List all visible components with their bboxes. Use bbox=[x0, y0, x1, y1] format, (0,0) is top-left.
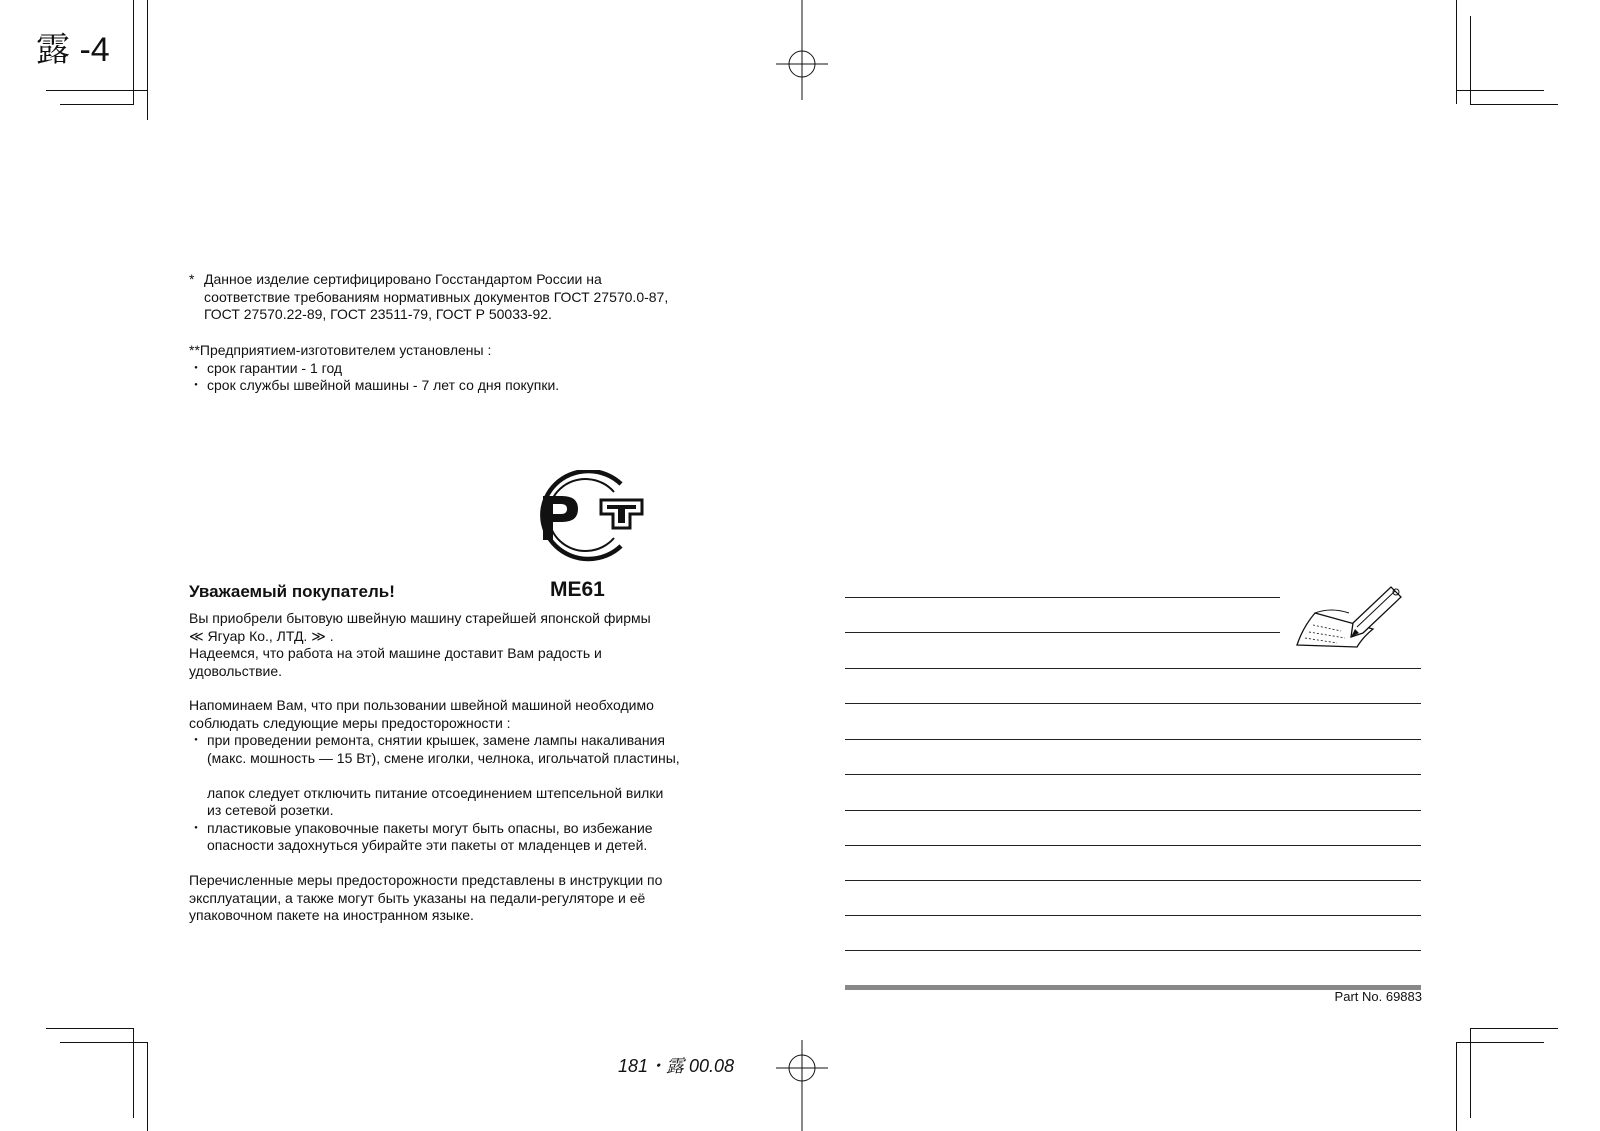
text-line: при проведении ремонта, снятии крышек, замене лампы накаливания bbox=[207, 732, 665, 748]
part-number: Part No. 69883 bbox=[1334, 989, 1422, 1004]
crop-mark bbox=[46, 90, 148, 91]
text-line: (макс. мошность — 15 Вт), смене иголки, челнока, игольчатой пластины, bbox=[207, 749, 680, 766]
note-line bbox=[845, 880, 1421, 881]
certification-line: соответствие требованиям нормативных документов ГОСТ 27570.0-87, bbox=[204, 288, 669, 305]
warranty-text: срок гарантии - 1 год bbox=[207, 359, 343, 376]
note-pencil-icon bbox=[1293, 583, 1405, 649]
text-line: ≪ Ягуар Ко., ЛТД. ≫ . bbox=[189, 627, 334, 644]
text-line: опасности задохнуться убирайте эти пакеты от младенцев и детей. bbox=[207, 837, 648, 853]
note-line bbox=[845, 739, 1421, 740]
note-line bbox=[845, 632, 1280, 633]
crop-mark bbox=[1456, 0, 1457, 104]
bullet-marker: ・ bbox=[189, 377, 203, 393]
crop-mark bbox=[1456, 1042, 1544, 1043]
text-line: из сетевой розетки. bbox=[207, 802, 334, 818]
text-line: удовольствие. bbox=[189, 662, 283, 679]
crop-mark bbox=[147, 1042, 148, 1131]
manufacturer-intro: **Предприятием-изготовителем установлены : bbox=[189, 342, 492, 358]
note-line bbox=[845, 597, 1280, 598]
note-marker: * bbox=[189, 271, 195, 287]
note-line bbox=[845, 950, 1421, 951]
service-life-text: срок службы швейной машины - 7 лет со дня покупки. bbox=[207, 377, 560, 393]
list-item bbox=[189, 732, 680, 820]
note-line bbox=[845, 703, 1421, 704]
text-line: Напоминаем Вам, что при пользовании швейной машиной необходимо bbox=[189, 697, 654, 713]
crop-mark bbox=[133, 0, 134, 104]
intro-paragraph bbox=[189, 610, 651, 680]
text-line: эксплуатации, а также могут быть указаны на педали-регуляторе и её bbox=[189, 889, 646, 906]
crop-mark bbox=[1456, 1042, 1457, 1131]
certification-line: ГОСТ 27570.22-89, ГОСТ 23511-79, ГОСТ Р 50033-92. bbox=[204, 306, 552, 322]
page-number: 181・露 00.08 bbox=[618, 1056, 735, 1076]
note-line bbox=[845, 845, 1421, 846]
text-line: пластиковые упаковочные пакеты могут быть опасны, во избежание bbox=[207, 819, 653, 836]
precautions-section bbox=[189, 697, 680, 855]
note-line bbox=[845, 668, 1421, 669]
crop-mark bbox=[1456, 90, 1544, 91]
registration-mark-bottom bbox=[774, 1040, 830, 1131]
list-item bbox=[189, 377, 559, 395]
crop-mark bbox=[60, 104, 134, 105]
list-item bbox=[189, 820, 680, 855]
text-line: Надеемся, что работа на этой машине доставит Вам радость и bbox=[189, 645, 602, 661]
text-line: Перечисленные меры предосторожности представлены в инструкции по bbox=[189, 872, 663, 888]
crop-mark bbox=[46, 1028, 134, 1029]
note-line bbox=[845, 774, 1421, 775]
text-line: Вы приобрели бытовую швейную машину старейшей японской фирмы bbox=[189, 610, 651, 626]
closing-paragraph bbox=[189, 872, 662, 925]
crop-mark bbox=[1470, 1028, 1558, 1029]
certification-line: Данное изделие сертифицировано Госстандартом России на bbox=[204, 271, 602, 287]
crop-mark bbox=[60, 1042, 148, 1043]
text-line bbox=[207, 767, 680, 785]
note-line bbox=[845, 915, 1421, 916]
crop-mark bbox=[1470, 104, 1558, 105]
list-item bbox=[189, 360, 559, 378]
text-line: лапок следует отключить питание отсоединением штепсельной вилки bbox=[207, 784, 664, 801]
crop-mark bbox=[147, 0, 148, 120]
certification-note bbox=[189, 271, 668, 324]
text-line: упаковочном пакете на иностранном языке. bbox=[189, 907, 474, 923]
bullet-marker: ・ bbox=[189, 819, 203, 836]
note-line bbox=[845, 810, 1421, 811]
bullet-marker: ・ bbox=[189, 732, 203, 748]
corner-page-label: 露 -4 bbox=[36, 31, 110, 69]
greeting-heading: Уважаемый покупатель! bbox=[189, 582, 395, 601]
registration-mark-top bbox=[774, 0, 830, 100]
model-name: ME61 bbox=[550, 578, 605, 601]
text-line: соблюдать следующие меры предосторожности : bbox=[189, 714, 511, 731]
bullet-marker: ・ bbox=[189, 359, 203, 376]
manufacturer-terms bbox=[189, 342, 559, 395]
rst-certification-logo bbox=[526, 470, 650, 562]
